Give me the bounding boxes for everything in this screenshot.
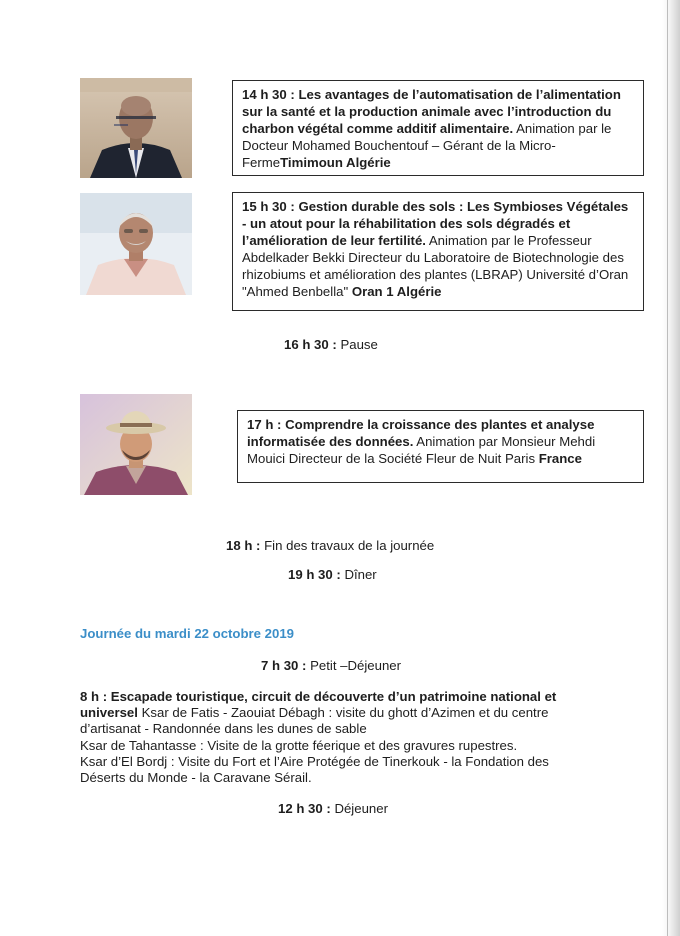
session-description: Animation par Monsieur Mehdi Mouici Directeur de la Société Fleur de Nuit Paris [247, 434, 596, 466]
excursion-time: 8 h : [80, 689, 108, 704]
breakfast-line [261, 657, 401, 674]
lunch-time: 12 h 30 : [278, 801, 331, 816]
lunch-line [278, 800, 388, 817]
session-box-1430 [232, 80, 644, 176]
excursion-title: Escapade touristique, circuit de découverte d’un patrimoine national et universel [80, 689, 557, 721]
end-time: 18 h : [226, 538, 261, 553]
pause-label: Pause [340, 337, 378, 352]
breakfast-label: Petit –Déjeuner [310, 658, 402, 673]
session-title: Comprendre la croissance des plantes et analyse informatisée des données. [247, 417, 595, 449]
session-time: 14 h 30 : [242, 87, 295, 102]
session-description: Animation par le Professeur Abdelkader Bekki Directeur du Laboratoire de Biotechnologie des rhizobiums et amélioration des plantes (LBRAP) Université d’Oran "Ahmed Benbella" [242, 233, 629, 299]
dinner-time: 19 h 30 : [288, 567, 341, 582]
session-box-1530 [232, 192, 644, 311]
session-time: 15 h 30 : [242, 199, 295, 214]
session-place: Timimoun Algérie [280, 155, 391, 170]
session-title: Gestion durable des sols : Les Symbioses Végétales - un atout pour la réhabilitation des sols dégradés et l’amélioration de leur fertilité. [242, 199, 629, 248]
speaker-photo-mouici [80, 394, 192, 495]
breakfast-time: 7 h 30 : [261, 658, 307, 673]
excursion-block [80, 689, 580, 786]
lunch-label: Déjeuner [334, 801, 388, 816]
pause-time: 16 h 30 : [284, 337, 337, 352]
session-time: 17 h : [247, 417, 282, 432]
end-label: Fin des travaux de la journée [264, 538, 435, 553]
session-place: France [538, 451, 582, 466]
excursion-text-fatis: Ksar de Fatis - Zaouiat Débagh : visite du ghott d’Azimen et du centre d’artisanat - Randonnée dans les dunes de sable [80, 705, 549, 737]
scan-page-edge [662, 0, 680, 936]
session-box-17 [237, 410, 644, 483]
excursion-text-el-bordj: Ksar d’El Bordj : Visite du Fort et l’Aire Protégée de Tinerkouk - la Fondation des Déserts du Monde - la Caravane Sérail. [80, 753, 549, 786]
session-description: Animation par le Docteur Mohamed Bouchentouf – Gérant de la Micro-Ferme [242, 121, 612, 170]
excursion-text-tahantasse: Ksar de Tahantasse : Visite de la grotte féerique et des gravures rupestres. [80, 737, 518, 753]
speaker-photo-bekki [80, 193, 192, 295]
session-place: Oran 1 Algérie [351, 284, 442, 299]
session-title: Les avantages de l’automatisation de l’alimentation sur la santé et la production animale avec l’introduction du charbon végétal comme additif alimentaire. [242, 87, 621, 136]
dinner-line [288, 566, 377, 583]
end-of-day-line [226, 537, 434, 554]
pause-line [284, 336, 378, 353]
dinner-label: Dîner [344, 567, 377, 582]
day-heading: Journée du mardi 22 octobre 2019 [80, 626, 295, 641]
scan-page-edge-line [667, 0, 668, 936]
speaker-photo-bouchentouf [80, 78, 192, 178]
